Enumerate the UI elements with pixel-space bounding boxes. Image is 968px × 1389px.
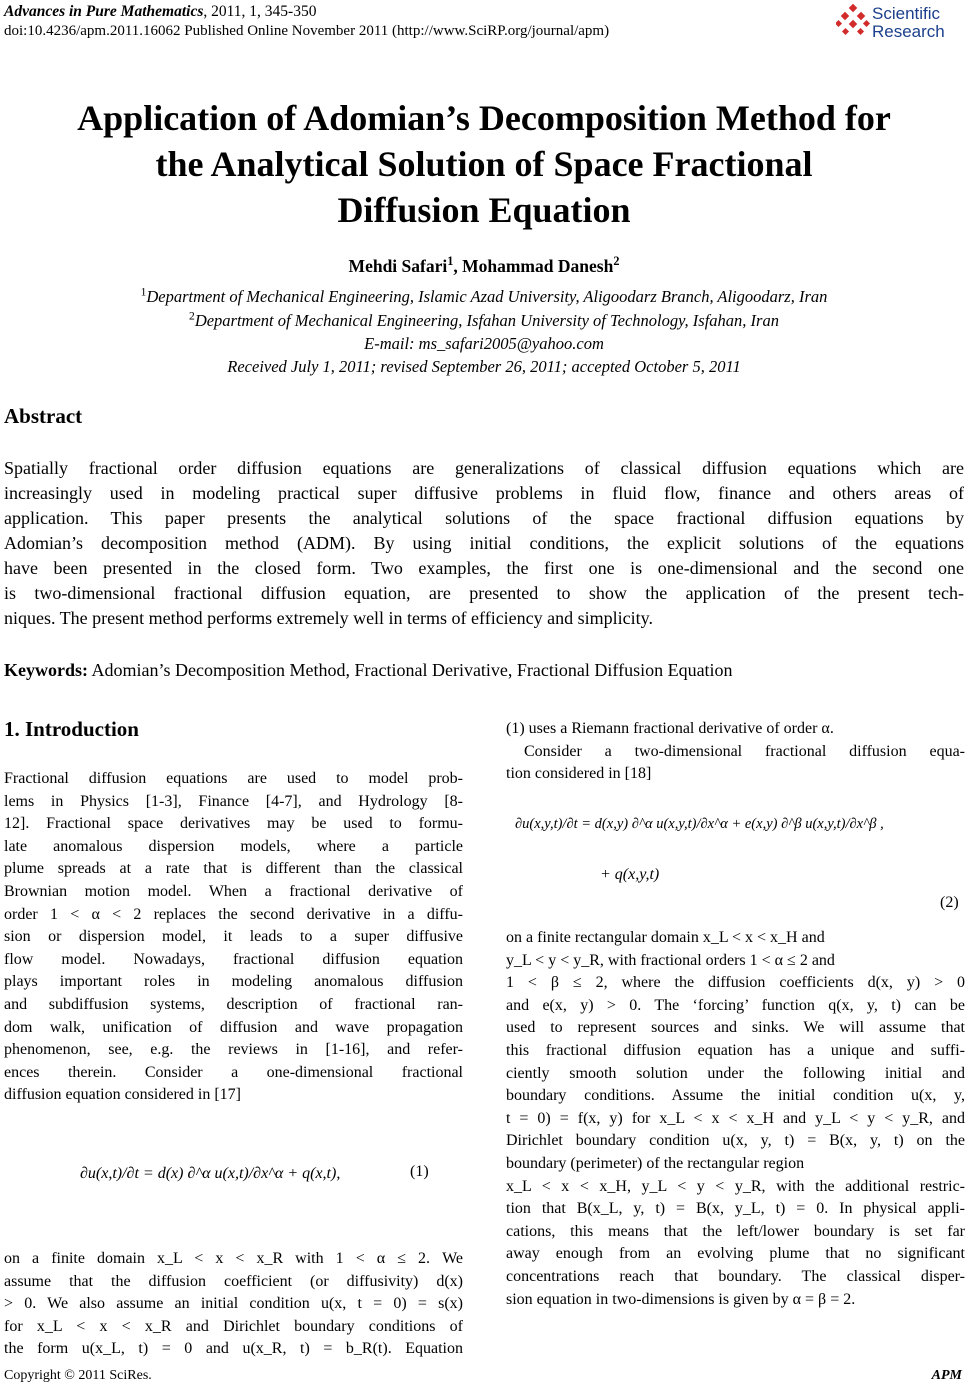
text-line: diffusion equation considered in [17] [4, 1086, 241, 1104]
text-line: t = 0) = f(x, y) for x_L < x < x_H and y_L < y < y_R, and [506, 1109, 965, 1127]
text-line: tion that B(x_L, y, t) = B(x, y_L, t) = 0. In physical appli- [506, 1200, 965, 1218]
abstract-line: have been presented in the closed form. Two examples, the first one is one-dimensional and the second one [4, 558, 964, 578]
logo-line1: Scientific [872, 4, 941, 23]
abstract-line: increasingly used in modeling practical super diffusive problems in fluid flow, finance and others areas of [4, 483, 964, 503]
aff1-marker: 1 [140, 286, 147, 299]
aff1-text: Department of Mechanical Engineering, Islamic Azad University, Aligoodarz Branch, Aligoodarz, Iran [146, 287, 828, 306]
equation-1-number: (1) [410, 1163, 429, 1180]
text-line: and subdiffusion systems, description of fractional ran- [4, 995, 463, 1013]
footer-copyright: Copyright © 2011 SciRes. [4, 1368, 152, 1383]
text-line: tion considered in [18] [506, 765, 652, 783]
author-2: Mohammad Danesh [462, 256, 614, 276]
text-line: (1) uses a Riemann fractional derivative of order α. [506, 720, 834, 737]
text-line: on a finite rectangular domain x_L < x < x_H and [506, 929, 825, 946]
journal-header [4, 2, 316, 21]
text-line: Consider a two-dimensional fractional diffusion equa- [524, 742, 965, 760]
title-line-1: Application of Adomian’s Decomposition Method for [77, 98, 891, 138]
text-line: boundary conditions. Assume the initial condition u(x, y, [506, 1087, 965, 1105]
authors [0, 256, 968, 277]
affiliation-2 [0, 311, 968, 331]
author-separator: , [453, 256, 463, 276]
journal-volume: , 2011, 1, 345-350 [203, 3, 317, 20]
equation-2-line-2: + q(x,y,t) [600, 866, 660, 883]
text-line: order 1 < α < 2 replaces the second derivative in a diffu- [4, 905, 463, 923]
text-line: y_L < y < y_R, with fractional orders 1 < α ≤ 2 and [506, 951, 835, 969]
received-line: Received July 1, 2011; revised September 26, 2011; accepted October 5, 2011 [227, 357, 741, 376]
author-2-affil: 2 [613, 254, 620, 269]
author-1: Mehdi Safari [348, 256, 448, 276]
aff2-text: Department of Mechanical Engineering, Isfahan University of Technology, Isfahan, Iran [194, 311, 779, 330]
text-line: Dirichlet boundary condition u(x, y, t) = B(x, y, t) on the [506, 1132, 965, 1150]
text-line: > 0. We also assume an initial condition u(x, t = 0) = s(x) [4, 1295, 463, 1313]
left-col-paragraph-2 [4, 1248, 463, 1361]
text-line: ciently smooth solution under the following initial and [506, 1064, 965, 1082]
text-line: sion or dispersion model, it leads to a super diffusive [4, 928, 463, 946]
paper-title [0, 95, 968, 233]
text-line: ences therein. Consider a one-dimensional fractional [4, 1063, 463, 1081]
text-line: on a finite domain x_L < x < x_R with 1 < α ≤ 2. We [4, 1250, 463, 1267]
title-line-2: the Analytical Solution of Space Fractional [155, 144, 813, 184]
affiliation-1 [0, 287, 968, 307]
text-line: cations, this means that the left/lower boundary is set far [506, 1222, 965, 1240]
text-line: phenomenon, see, e.g. the reviews in [1-16], and refer- [4, 1041, 463, 1059]
equation-1: ∂u(x,t)/∂t = d(x) ∂^α u(x,t)/∂x^α + q(x,t), [80, 1165, 341, 1182]
email-line: E-mail: ms_safari2005@yahoo.com [364, 334, 604, 353]
author-1-affil: 1 [447, 254, 454, 269]
logo-line2: Research [872, 22, 945, 41]
text-line: this fractional diffusion equation has a unique and suffi- [506, 1041, 965, 1059]
text-line: late anomalous dispersion models, where a particle [4, 837, 463, 855]
abstract-line: is two-dimensional fractional diffusion equation, are presented to show the application of the present tech- [4, 583, 964, 603]
text-line: Brownian motion model. When a fractional derivative of [4, 882, 463, 900]
text-line: assume that the diffusion coefficient (or diffusivity) d(x) [4, 1272, 463, 1290]
text-line: away enough from an evolving plume that no significant [506, 1245, 965, 1263]
text-line: plays important roles in modeling anomalous diffusion [4, 973, 463, 991]
equation-2-line-1: ∂u(x,y,t)/∂t = d(x,y) ∂^α u(x,y,t)/∂x^α + e(x,y) ∂^β u(x,y,t)/∂x^β , [515, 816, 884, 832]
text-line: Fractional diffusion equations are used to model prob- [4, 770, 463, 787]
text-line: used to represent sources and sinks. We will assume that [506, 1019, 965, 1037]
abstract-line: Spatially fractional order diffusion equations are generalizations of classical diffusion equations which are [4, 458, 964, 478]
doi-line: doi:10.4236/apm.2011.16062 Published Online November 2011 (http://www.SciRP.org/journal/apm) [4, 23, 610, 39]
text-line: lems in Physics [1-3], Finance [4-7], and Hydrology [8- [4, 792, 463, 810]
text-line: flow model. Nowadays, fractional diffusion equation [4, 950, 463, 968]
section-heading-introduction: 1. Introduction [4, 717, 139, 741]
keywords [4, 660, 733, 681]
abstract-body [4, 456, 964, 631]
title-line-3: Diffusion Equation [337, 190, 631, 230]
journal-name: Advances in Pure Mathematics [4, 3, 204, 20]
scientific-research-logo [836, 3, 958, 45]
footer-journal: APM [931, 1368, 962, 1383]
right-col-intro [506, 718, 965, 786]
text-line: and e(x, y) > 0. The ‘forcing’ function q(x, y, t) can be [506, 996, 965, 1014]
abstract-heading: Abstract [4, 404, 83, 428]
abstract-line: Adomian’s decomposition method (ADM). By using initial conditions, the explicit solutions of the equations [4, 533, 964, 553]
text-line: boundary (perimeter) of the rectangular region [506, 1154, 805, 1172]
abstract-line-last: niques. The present method performs extremely well in terms of efficiency and simplicity. [4, 608, 653, 628]
text-line: 12]. Fractional space derivatives may be used to formu- [4, 815, 463, 833]
text-line: x_L < x < x_H, y_L < y < y_R, with the additional restric- [506, 1177, 965, 1195]
text-line: concentrations reach that boundary. The classical disper- [506, 1267, 965, 1285]
text-line: plume spreads at a rate that is different than the classical [4, 860, 463, 878]
text-line: sion equation in two-dimensions is given by α = β = 2. [506, 1290, 856, 1308]
text-line: dom walk, unification of diffusion and wave propagation [4, 1018, 463, 1036]
right-col-paragraph-2 [506, 927, 965, 1311]
text-line: the form u(x_L, t) = 0 and u(x_R, t) = b_R(t). Equation [4, 1340, 463, 1358]
left-col-paragraph-1 [4, 768, 463, 1107]
text-line: 1 < β ≤ 2, where the diffusion coefficients d(x, y) > 0 [506, 974, 965, 992]
abstract-line: application. This paper presents the analytical solutions of the space fractional diffusion equations by [4, 508, 964, 528]
keywords-label: Keywords: [4, 660, 88, 680]
logo-icon [836, 3, 870, 39]
keywords-text: Adomian’s Decomposition Method, Fractional Derivative, Fractional Diffusion Equation [88, 660, 733, 680]
equation-2-number: (2) [940, 894, 959, 911]
aff2-marker: 2 [189, 310, 195, 323]
text-line: for x_L < x < x_R and Dirichlet boundary conditions of [4, 1317, 463, 1335]
